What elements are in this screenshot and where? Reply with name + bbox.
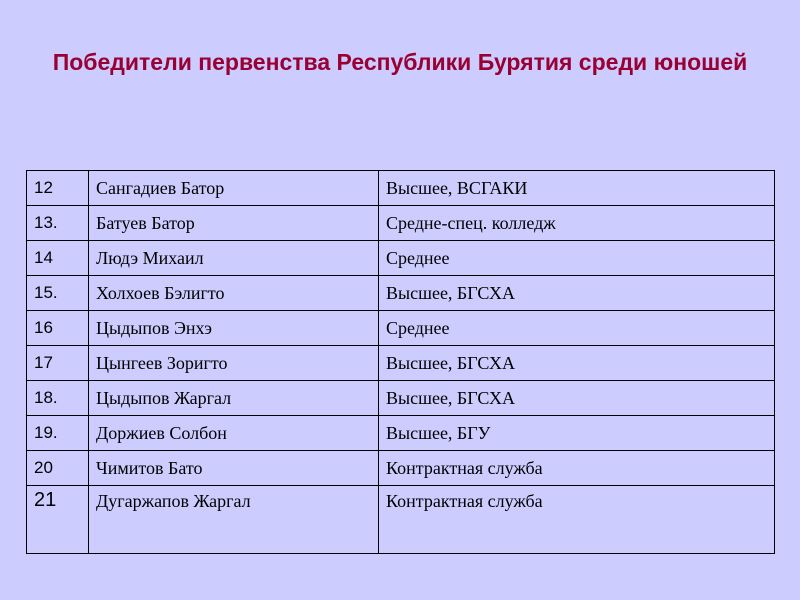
row-number-cell: 18. [27, 381, 89, 416]
name-cell: Цыдыпов Энхэ [89, 311, 379, 346]
row-number-cell: 16 [27, 311, 89, 346]
table-row [27, 171, 775, 206]
education-cell: Высшее, БГУ [379, 416, 775, 451]
name-cell: Чимитов Бато [89, 451, 379, 486]
row-number-cell: 21 [27, 486, 89, 554]
education-cell: Высшее, БГСХА [379, 276, 775, 311]
table-row [27, 241, 775, 276]
table-row [27, 311, 775, 346]
table-row [27, 346, 775, 381]
education-cell: Контрактная служба [379, 486, 775, 554]
education-cell: Высшее, ВСГАКИ [379, 171, 775, 206]
table-row [27, 276, 775, 311]
table-row [27, 381, 775, 416]
row-number-cell: 17 [27, 346, 89, 381]
winners-table [26, 170, 775, 554]
table-row [27, 486, 775, 554]
name-cell: Батуев Батор [89, 206, 379, 241]
table-row [27, 451, 775, 486]
row-number-cell: 15. [27, 276, 89, 311]
row-number-cell: 19. [27, 416, 89, 451]
row-number-cell: 13. [27, 206, 89, 241]
name-cell: Холхоев Бэлигто [89, 276, 379, 311]
education-cell: Средне-спец. колледж [379, 206, 775, 241]
row-number-cell: 12 [27, 171, 89, 206]
winners-table-body [27, 171, 775, 554]
education-cell: Среднее [379, 241, 775, 276]
row-number-cell: 14 [27, 241, 89, 276]
name-cell: Дугаржапов Жаргал [89, 486, 379, 554]
education-cell: Среднее [379, 311, 775, 346]
name-cell: Сангадиев Батор [89, 171, 379, 206]
table-row [27, 416, 775, 451]
name-cell: Цынгеев Зоригто [89, 346, 379, 381]
education-cell: Высшее, БГСХА [379, 381, 775, 416]
row-number-cell: 20 [27, 451, 89, 486]
name-cell: Людэ Михаил [89, 241, 379, 276]
name-cell: Цыдыпов Жаргал [89, 381, 379, 416]
slide-title: Победители первенства Республики Бурятия среди юношей [52, 49, 748, 75]
name-cell: Доржиев Солбон [89, 416, 379, 451]
education-cell: Контрактная служба [379, 451, 775, 486]
education-cell: Высшее, БГСХА [379, 346, 775, 381]
table-row [27, 206, 775, 241]
